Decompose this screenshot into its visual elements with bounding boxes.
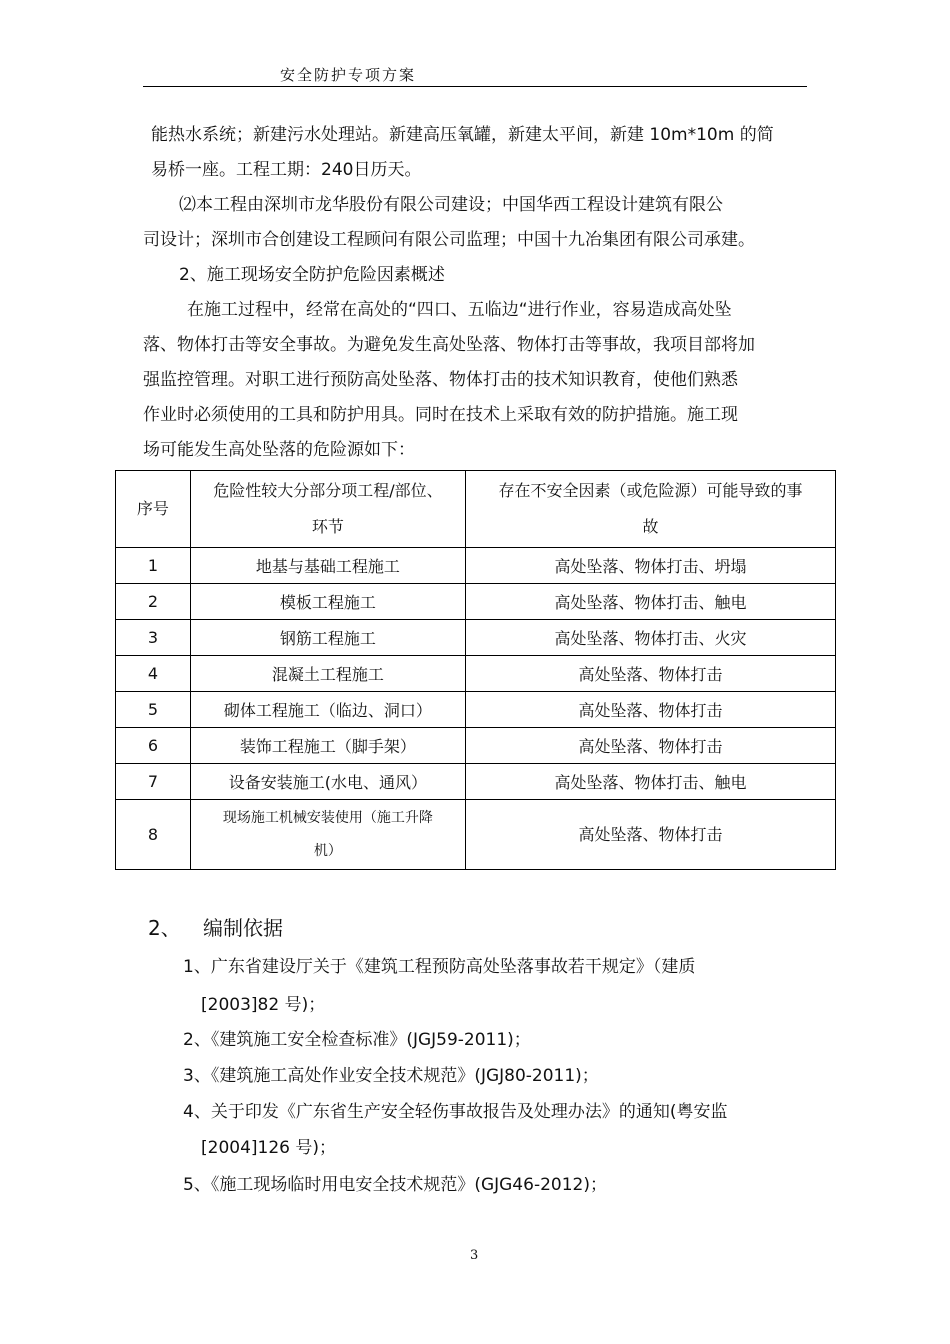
- intro-text: [143, 118, 813, 468]
- intro-line: 能热水系统；新建污水处理站。新建高压氧罐，新建太平间，新建 10m*10m 的简: [151, 125, 774, 145]
- reference-item: 2、《建筑施工安全检查标准》(JGJ59-2011)；: [183, 1030, 531, 1050]
- row-no: 5: [116, 692, 191, 728]
- intro-line: 场可能发生高处坠落的危险源如下：: [143, 440, 415, 460]
- section-heading: [148, 912, 283, 941]
- row-part: 装饰工程施工（脚手架）: [190, 728, 465, 764]
- table-row: [116, 548, 836, 584]
- table-row: [116, 692, 836, 728]
- reference-item: 3、《建筑施工高处作业安全技术规范》(JGJ80-2011)；: [183, 1066, 599, 1086]
- header-part: [190, 471, 465, 548]
- header-risk-line2: 故: [642, 517, 659, 536]
- row-risk: 高处坠落、物体打击: [466, 728, 836, 764]
- table-header-row: [116, 471, 836, 548]
- row-risk: 高处坠落、物体打击、触电: [466, 584, 836, 620]
- row-part: 地基与基础工程施工: [190, 548, 465, 584]
- section-title: 编制依据: [203, 916, 283, 940]
- table-row: [116, 800, 836, 870]
- header-rule: [143, 86, 807, 87]
- row-part: 砌体工程施工（临边、洞口）: [190, 692, 465, 728]
- table-row: [116, 764, 836, 800]
- intro-line: ⑵本工程由深圳市龙华股份有限公司建设；中国华西工程设计建筑有限公: [179, 195, 723, 215]
- reference-item: 4、关于印发《广东省生产安全轻伤事故报告及处理办法》的通知(粤安监: [183, 1102, 728, 1122]
- row-risk: 高处坠落、物体打击、坍塌: [466, 548, 836, 584]
- row-no: 4: [116, 656, 191, 692]
- header-title: 安全防护专项方案: [280, 66, 417, 84]
- table-row: [116, 656, 836, 692]
- reference-item: [2003]82 号)；: [201, 995, 326, 1015]
- intro-line: 司设计；深圳市合创建设工程顾问有限公司监理；中国十九冶集团有限公司承建。: [143, 230, 755, 250]
- row-part: [190, 800, 465, 870]
- row-part-line1: 现场施工机械安装使用（施工升降: [222, 809, 433, 826]
- row-part: 模板工程施工: [190, 584, 465, 620]
- intro-line: 强监控管理。对职工进行预防高处坠落、物体打击的技术知识教育，使他们熟悉: [143, 370, 738, 390]
- page-number: 3: [470, 1248, 479, 1263]
- row-no: 2: [116, 584, 191, 620]
- intro-line: 落、物体打击等安全事故。为避免发生高处坠落、物体打击等事故，我项目部将加: [143, 335, 755, 355]
- row-risk: 高处坠落、物体打击: [466, 800, 836, 870]
- table-row: [116, 620, 836, 656]
- reference-item: 1、广东省建设厅关于《建筑工程预防高处坠落事故若干规定》（建质: [183, 957, 696, 977]
- header-no: 序号: [116, 471, 191, 548]
- section-number: 2、: [148, 916, 181, 940]
- row-risk: 高处坠落、物体打击: [466, 656, 836, 692]
- header-risk-line1: 存在不安全因素（或危险源）可能导致的事: [498, 481, 803, 500]
- header-risk: [466, 471, 836, 548]
- row-risk: 高处坠落、物体打击、火灾: [466, 620, 836, 656]
- row-part: 设备安装施工(水电、通风）: [190, 764, 465, 800]
- row-no: 7: [116, 764, 191, 800]
- table-row: [116, 584, 836, 620]
- row-risk: 高处坠落、物体打击、触电: [466, 764, 836, 800]
- reference-item: [2004]126 号)；: [201, 1138, 337, 1158]
- row-no: 3: [116, 620, 191, 656]
- intro-line: 在施工过程中，经常在高处的“四口、五临边“进行作业，容易造成高处坠: [187, 300, 732, 320]
- row-part-line2: 机）: [313, 842, 342, 859]
- table-row: [116, 728, 836, 764]
- intro-line: 易桥一座。工程工期：240日历天。: [151, 160, 422, 180]
- row-no: 1: [116, 548, 191, 584]
- row-no: 8: [116, 800, 191, 870]
- intro-line: 作业时必须使用的工具和防护用具。同时在技术上采取有效的防护措施。施工现: [143, 405, 738, 425]
- row-no: 6: [116, 728, 191, 764]
- header-part-line1: 危险性较大分部分项工程/部位、: [213, 481, 443, 500]
- reference-item: 5、《施工现场临时用电安全技术规范》(GJG46-2012)；: [183, 1175, 607, 1195]
- row-part: 混凝土工程施工: [190, 656, 465, 692]
- row-part: 钢筋工程施工: [190, 620, 465, 656]
- header-part-line2: 环节: [311, 517, 344, 536]
- hazard-table: [115, 470, 836, 870]
- section-subtitle: 2、施工现场安全防护危险因素概述: [179, 265, 445, 285]
- row-risk: 高处坠落、物体打击: [466, 692, 836, 728]
